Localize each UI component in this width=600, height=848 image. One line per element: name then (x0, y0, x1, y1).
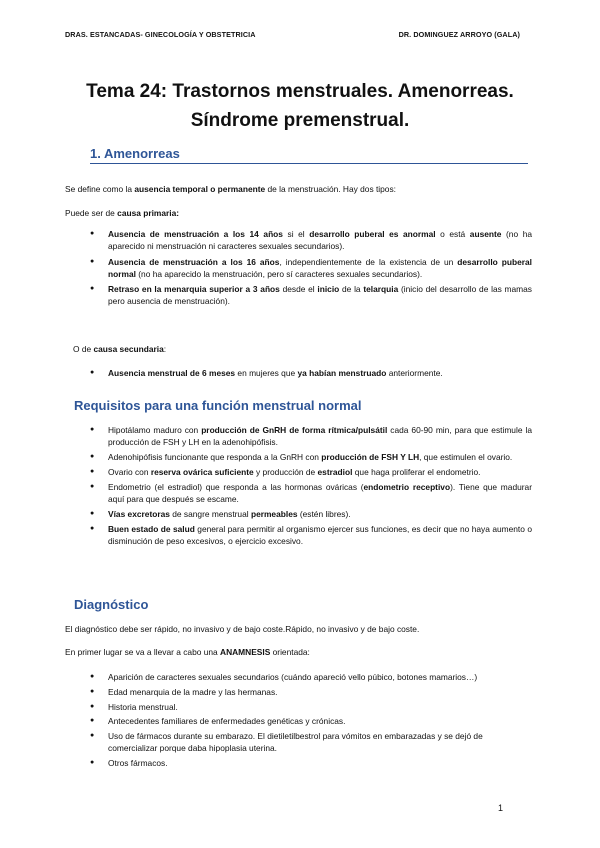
diagnostico-paragraph-1: El diagnóstico debe ser rápido, no invasivo y de bajo coste.Rápido, no invasivo y de bajo coste. (65, 624, 420, 634)
list-item: ● Ausencia menstrual de 6 meses en mujeres que ya habían menstruado anteriormente. (90, 367, 532, 379)
primary-cause-label: Puede ser de causa primaria: (65, 208, 180, 218)
section-heading-requisitos: Requisitos para una función menstrual normal (74, 398, 362, 413)
list-item: ● Historia menstrual. (90, 701, 520, 713)
intro-paragraph: Se define como la ausencia temporal o permanente de la menstruación. Hay dos tipos: (65, 184, 396, 194)
page-number: 1 (498, 803, 504, 813)
list-item: ● Otros fármacos. (90, 757, 520, 769)
anamnesis-list (90, 671, 520, 772)
list-item: ● Uso de fármacos durante su embarazo. El dietiletilbestrol para vómitos en embarazadas y se dejó de comercializar porque daba hipoplasia uterina. (90, 730, 520, 755)
section-heading-amenorreas: 1. Amenorreas (90, 146, 528, 164)
list-item: ● Buen estado de salud general para permitir al organismo ejercer sus funciones, es decir que no haya aumento o disminución de peso excesivos, o ejercicio excesivo. (90, 523, 532, 548)
page-title (40, 77, 560, 135)
header-left: DRAS. ESTANCADAS- GINECOLOGÍA Y OBSTETRICIA (65, 30, 256, 39)
secondary-cause-list (90, 367, 532, 382)
list-item: ● Adenohipófisis funcionante que responda a la GnRH con producción de FSH Y LH, que estimulen el ovario. (90, 451, 532, 463)
list-item: ● Edad menarquia de la madre y las hermanas. (90, 686, 520, 698)
title-line-2: Síndrome premenstrual. (190, 110, 410, 131)
secondary-cause-label: O de causa secundaria: (73, 344, 167, 354)
diagnostico-paragraph-2: En primer lugar se va a llevar a cabo una ANAMNESIS orientada: (65, 647, 310, 657)
list-item: ● Ausencia de menstruación a los 14 años si el desarrollo puberal es anormal o está ausente (no ha aparecido ni menstruación ni caracteres sexuales secundarios). (90, 228, 532, 253)
list-item: ● Vías excretoras de sangre menstrual permeables (estén libres). (90, 508, 532, 520)
list-item: ● Hipotálamo maduro con producción de GnRH de forma rítmica/pulsátil cada 60-90 min, para que estimule la producción de FSH y LH en la adenohipófisis. (90, 424, 532, 449)
list-item: ● Antecedentes familiares de enfermedades genéticas y crónicas. (90, 715, 520, 727)
title-line-1: Tema 24: Trastornos menstruales. Amenorreas. (86, 81, 514, 102)
list-item: ● Endometrio (el estradiol) que responda a las hormonas ováricas (endometrio receptivo). Tiene que madurar aquí para que después se escame. (90, 481, 532, 506)
requisitos-list (90, 424, 532, 550)
section-heading-diagnostico: Diagnóstico (74, 597, 149, 612)
list-item: ● Ovario con reserva ovárica suficiente y producción de estradiol que haga proliferar el endometrio. (90, 466, 532, 478)
list-item: ● Ausencia de menstruación a los 16 años, independientemente de la existencia de un desarrollo puberal normal (no ha aparecido la menstruación, pero sí caracteres sexuales secundarios). (90, 256, 532, 281)
list-item: ● Retraso en la menarquia superior a 3 años desde el inicio de la telarquia (inicio del desarrollo de las mamas pero ausencia de menstruación). (90, 283, 532, 308)
list-item: ● Aparición de caracteres sexuales secundarios (cuándo apareció vello púbico, botones mamarios…) (90, 671, 520, 683)
primary-cause-list (90, 228, 532, 311)
header-right: DR. DOMINGUEZ ARROYO (GALA) (398, 30, 520, 39)
